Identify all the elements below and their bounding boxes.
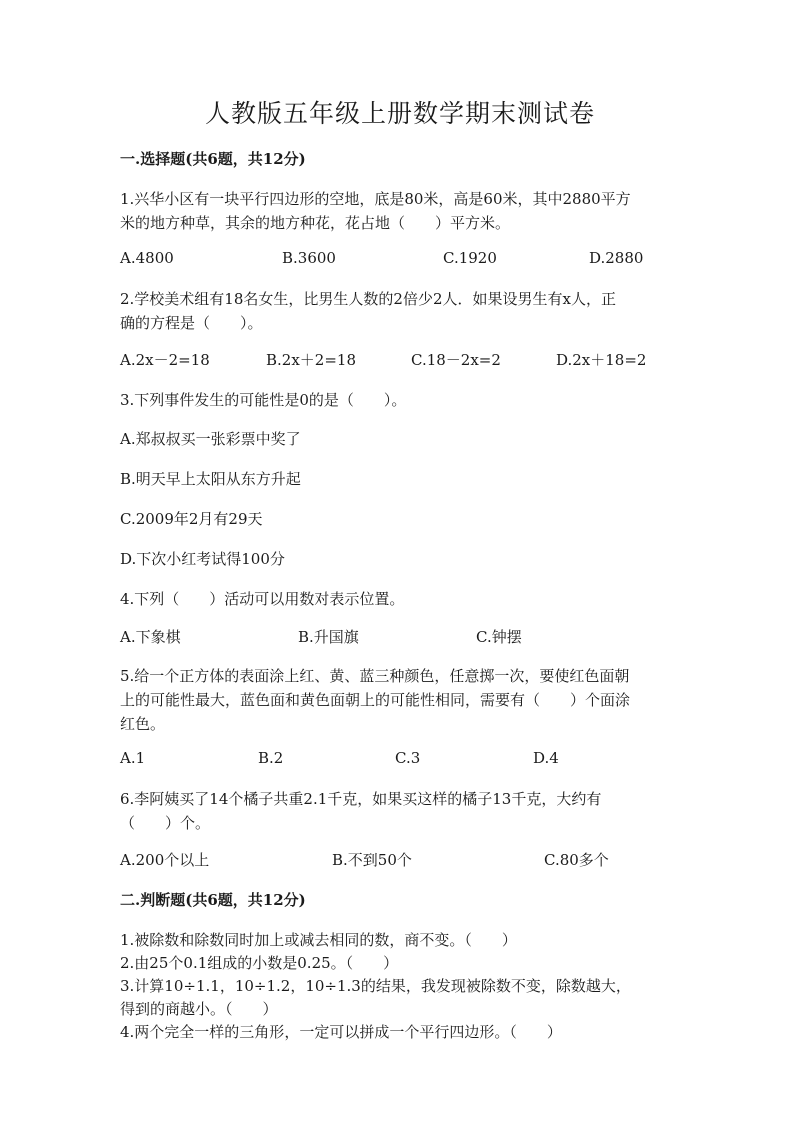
section-heading-choice: 一.选择题(共6题，共12分) [120, 150, 306, 168]
question-2-line-1: 2.学校美术组有18名女生，比男生人数的2倍少2人．如果设男生有x人，正 [120, 290, 616, 308]
question-6-line-2: （ ）个。 [120, 814, 211, 832]
question-5-line-1: 5.给一个正方体的表面涂上红、黄、蓝三种颜色，任意掷一次，要使红色面朝 [120, 667, 630, 685]
question-5-line-3: 红色。 [120, 715, 166, 733]
question-2-line-2: 确的方程是（ ）。 [120, 314, 263, 332]
question-4-option-b: B.升国旗 [298, 628, 359, 646]
judge-question-3-line-1: 3.计算10÷1.1，10÷1.2，10÷1.3的结果，我发现被除数不变，除数越大， [120, 977, 631, 995]
question-3-option-a: A.郑叔叔买一张彩票中奖了 [120, 430, 301, 448]
question-5-option-b: B.2 [258, 749, 284, 767]
judge-question-2: 2.由25个0.1组成的小数是0.25。（ ） [120, 954, 399, 972]
judge-question-4: 4.两个完全一样的三角形，一定可以拼成一个平行四边形。（ ） [120, 1023, 562, 1041]
question-3-line-1: 3.下列事件发生的可能性是0的是（ ）。 [120, 391, 407, 409]
section-heading-judgement: 二.判断题(共6题，共12分) [120, 891, 306, 909]
question-3-option-b: B.明天早上太阳从东方升起 [120, 470, 301, 488]
question-6-line-1: 6.李阿姨买了14个橘子共重2.1千克，如果买这样的橘子13千克，大约有 [120, 790, 602, 808]
question-1-option-c: C.1920 [443, 249, 497, 267]
question-6-option-c: C.80多个 [544, 851, 609, 869]
question-2-option-d: D.2x＋18=2 [556, 351, 647, 369]
question-3-option-c: C.2009年2月有29天 [120, 510, 263, 528]
question-5-option-d: D.4 [533, 749, 559, 767]
question-6-option-a: A.200个以上 [120, 851, 210, 869]
judge-question-3-line-2: 得到的商越小。（ ） [120, 1000, 278, 1018]
question-4-option-c: C.钟摆 [476, 628, 522, 646]
question-1-option-a: A.4800 [120, 249, 174, 267]
question-2-option-b: B.2x＋2=18 [266, 351, 356, 369]
question-1-option-d: D.2880 [589, 249, 644, 267]
question-6-option-b: B.不到50个 [332, 851, 412, 869]
question-1-option-b: B.3600 [282, 249, 336, 267]
question-4-option-a: A.下象棋 [120, 628, 181, 646]
question-5-option-a: A.1 [120, 749, 146, 767]
question-4-line-1: 4.下列（ ）活动可以用数对表示位置。 [120, 590, 405, 608]
page-title: 人教版五年级上册数学期末测试卷 [204, 99, 595, 128]
judge-question-1: 1.被除数和除数同时加上或减去相同的数，商不变。（ ） [120, 931, 517, 949]
question-3-option-d: D.下次小红考试得100分 [120, 550, 285, 568]
question-2-option-a: A.2x－2=18 [120, 351, 210, 369]
question-5-option-c: C.3 [395, 749, 421, 767]
question-1-line-1: 1.兴华小区有一块平行四边形的空地，底是80米，高是60米，其中2880平方 [120, 190, 631, 208]
question-2-option-c: C.18－2x=2 [411, 351, 501, 369]
question-5-line-2: 上的可能性最大，蓝色面和黄色面朝上的可能性相同，需要有（ ）个面涂 [120, 691, 631, 709]
question-1-line-2: 米的地方种草，其余的地方种花，花占地（ ）平方米。 [120, 214, 511, 232]
